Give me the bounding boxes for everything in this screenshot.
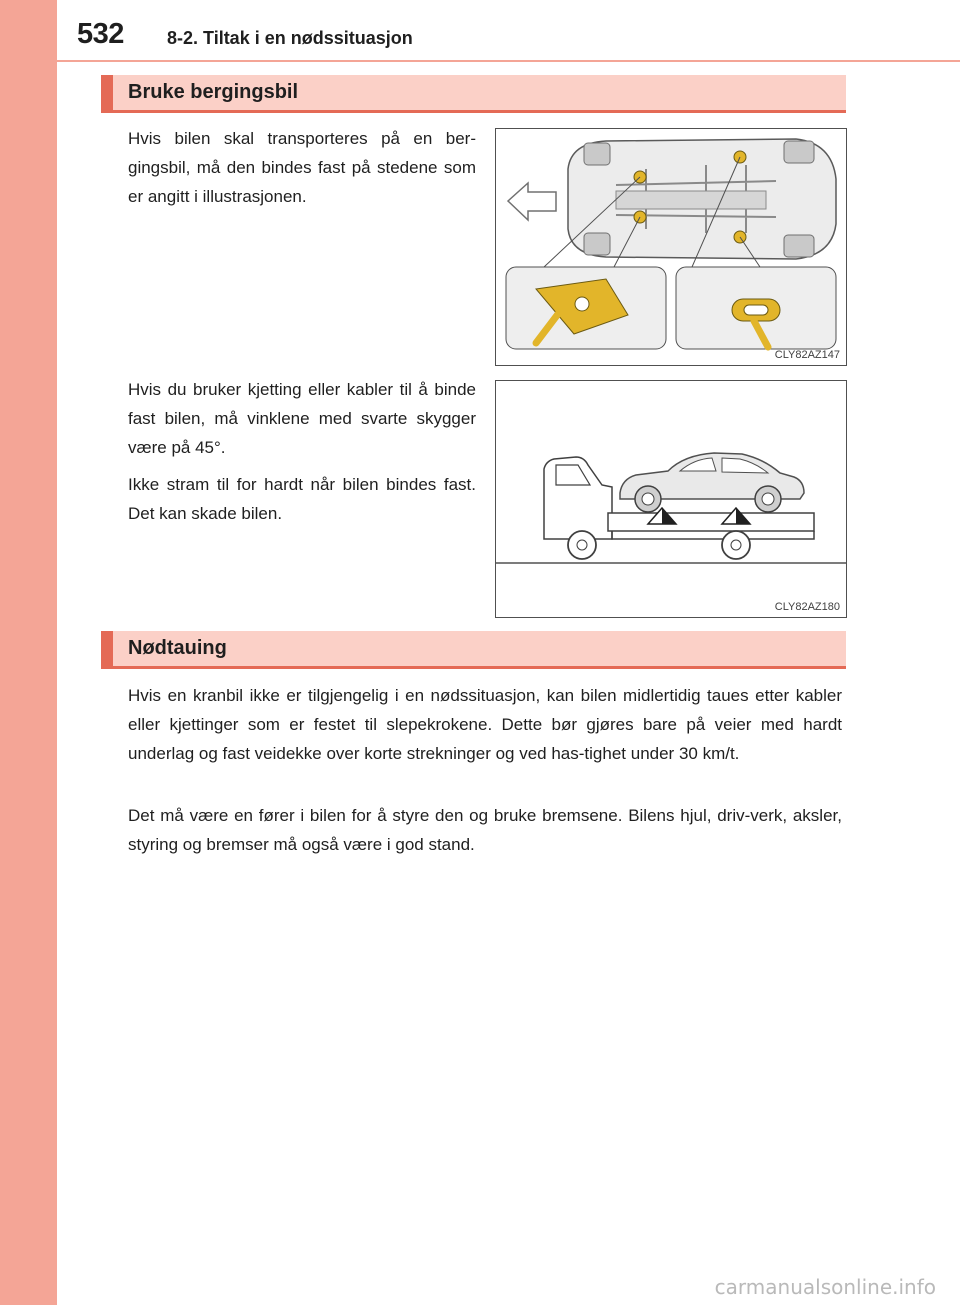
footer-watermark: carmanualsonline.info (714, 1275, 936, 1299)
flatbed-icon (608, 513, 814, 531)
figure-flatbed-truck (495, 380, 847, 618)
paragraph-tie-down-points: Hvis bilen skal transporteres på en ber-gingsbil, må den bindes fast på stedene som er angitt i illustrasjonen. (128, 129, 476, 206)
heading-accent-bar (101, 631, 113, 666)
section-heading-emergency-towing (101, 631, 846, 669)
section-heading-towing-truck (101, 75, 846, 113)
heading-accent-bar (101, 75, 113, 110)
flatbed-illustration (496, 381, 846, 617)
figure-code: CLY82AZ180 (774, 601, 840, 613)
section-path: 8-2. Tiltak i en nødssituasjon (167, 28, 413, 48)
paragraph-driver-required: Det må være en fører i bilen for å styre den og bruke bremsene. Bilens hjul, driv-verk, aksler, styring og bremser må også være i god stand. (128, 806, 842, 854)
paragraph-do-not-overtighten: Ikke stram til for hardt når bilen bindes fast. Det kan skade bilen. (128, 475, 476, 523)
section-title: Bruke bergingsbil (128, 81, 299, 103)
side-color-band (0, 0, 57, 1305)
figure-code: CLY82AZ147 (774, 349, 840, 361)
header-divider (57, 60, 960, 62)
front-direction-arrow-icon (508, 183, 556, 220)
paragraph-chain-angle: Hvis du bruker kjetting eller kabler til å binde fast bilen, må vinklene med svarte skygger være på 45°. (128, 380, 476, 457)
section-title: Nødtauing (128, 637, 227, 659)
underbody-illustration (496, 129, 846, 365)
paragraph-emergency-towing: Hvis en kranbil ikke er tilgjengelig i en nødssituasjon, kan bilen midlertidig taues etter kabler eller kjettinger som er festet til slepekrokene. Dette bør gjøres bare på veier med hardt underlag og fast veidekke over korte strekninger og ved has-tighet under 30 km/t. (128, 686, 842, 763)
figure-underbody-tiedown (495, 128, 847, 366)
page-header (57, 0, 960, 62)
page-number: 532 (77, 18, 124, 50)
